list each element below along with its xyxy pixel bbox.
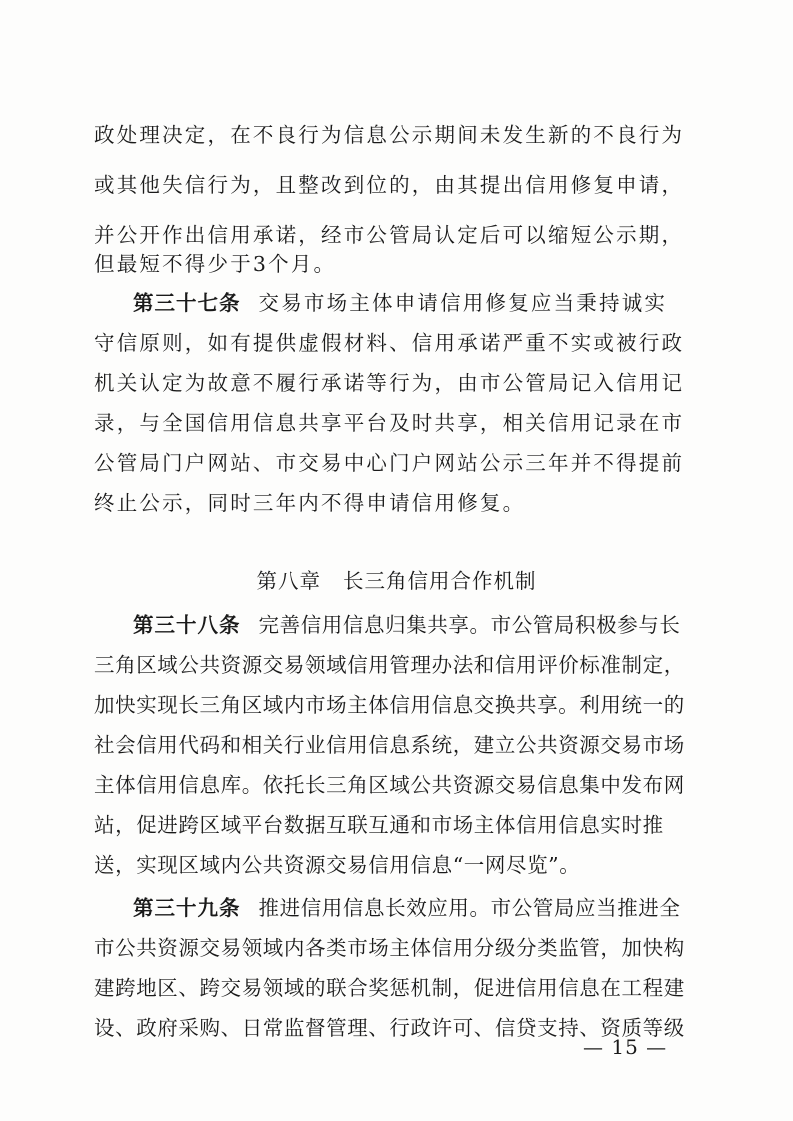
article-38-line: 站，促进跨区域平台数据互联互通和市场主体信用信息实时推: [94, 813, 664, 837]
article-37-line: 守信原则，如有提供虚假材料、信用承诺严重不实或被行政: [94, 331, 685, 355]
article-38-line: 加快实现长三角区域内市场主体信用信息交换共享。利用统一的: [94, 693, 685, 717]
article-39-label: 第三十九条: [133, 896, 241, 920]
article-37-line: 录，与全国信用信息共享平台及时共享，相关信用记录在市: [94, 411, 685, 435]
article-38-line: 三角区域公共资源交易领域信用管理办法和信用评价标准制定，: [94, 653, 685, 677]
article-39-first-line: [133, 893, 693, 923]
article-37-line: 公管局门户网站、市交易中心门户网站公示三年并不得提前: [94, 451, 685, 475]
article-37-line: 机关认定为故意不履行承诺等行为，由市公管局记入信用记: [94, 371, 685, 395]
chapter-heading: [0, 566, 793, 596]
article-39-text: 推进信用信息长效应用。市公管局应当推进全: [258, 896, 681, 920]
paragraph-line: 并公开作出信用承诺，经市公管局认定后可以缩短公示期，: [94, 223, 685, 247]
page-number: — 15 —: [583, 1035, 668, 1059]
chapter-number: 第八章: [256, 569, 321, 593]
article-38-first-line: [133, 610, 693, 640]
chapter-title: 长三角信用合作机制: [343, 569, 537, 593]
article-38-label: 第三十八条: [133, 613, 241, 637]
article-37-line: 终止公示，同时三年内不得申请信用修复。: [94, 491, 526, 515]
paragraph-line: 或其他失信行为，且整改到位的，由其提出信用修复申请，: [94, 173, 685, 197]
article-37-label: 第三十七条: [133, 291, 241, 315]
article-37-first-line: [133, 288, 693, 318]
article-38-line: 送，实现区域内公共资源交易信用信息“一网尽览”。: [94, 853, 581, 877]
article-39-line: 建跨地区、跨交易领域的联合奖惩机制，促进信用信息在工程建: [94, 976, 685, 1000]
article-38-text: 完善信用信息归集共享。市公管局积极参与长: [258, 613, 681, 637]
article-39-line: 市公共资源交易领域内各类市场主体信用分级分类监管，加快构: [94, 936, 685, 960]
paragraph-line: 政处理决定，在不良行为信息公示期间未发生新的不良行为: [94, 123, 685, 147]
paragraph-line: 但最短不得少于3个月。: [94, 252, 337, 276]
article-38-line: 社会信用代码和相关行业信用信息系统，建立公共资源交易市场: [94, 733, 685, 757]
article-38-line: 主体信用信息库。依托长三角区域公共资源交易信息集中发布网: [94, 773, 685, 797]
article-39-line: 设、政府采购、日常监督管理、行政许可、信贷支持、资质等级: [94, 1016, 685, 1040]
article-37-text: 交易市场主体申请信用修复应当秉持诚实: [258, 291, 668, 315]
